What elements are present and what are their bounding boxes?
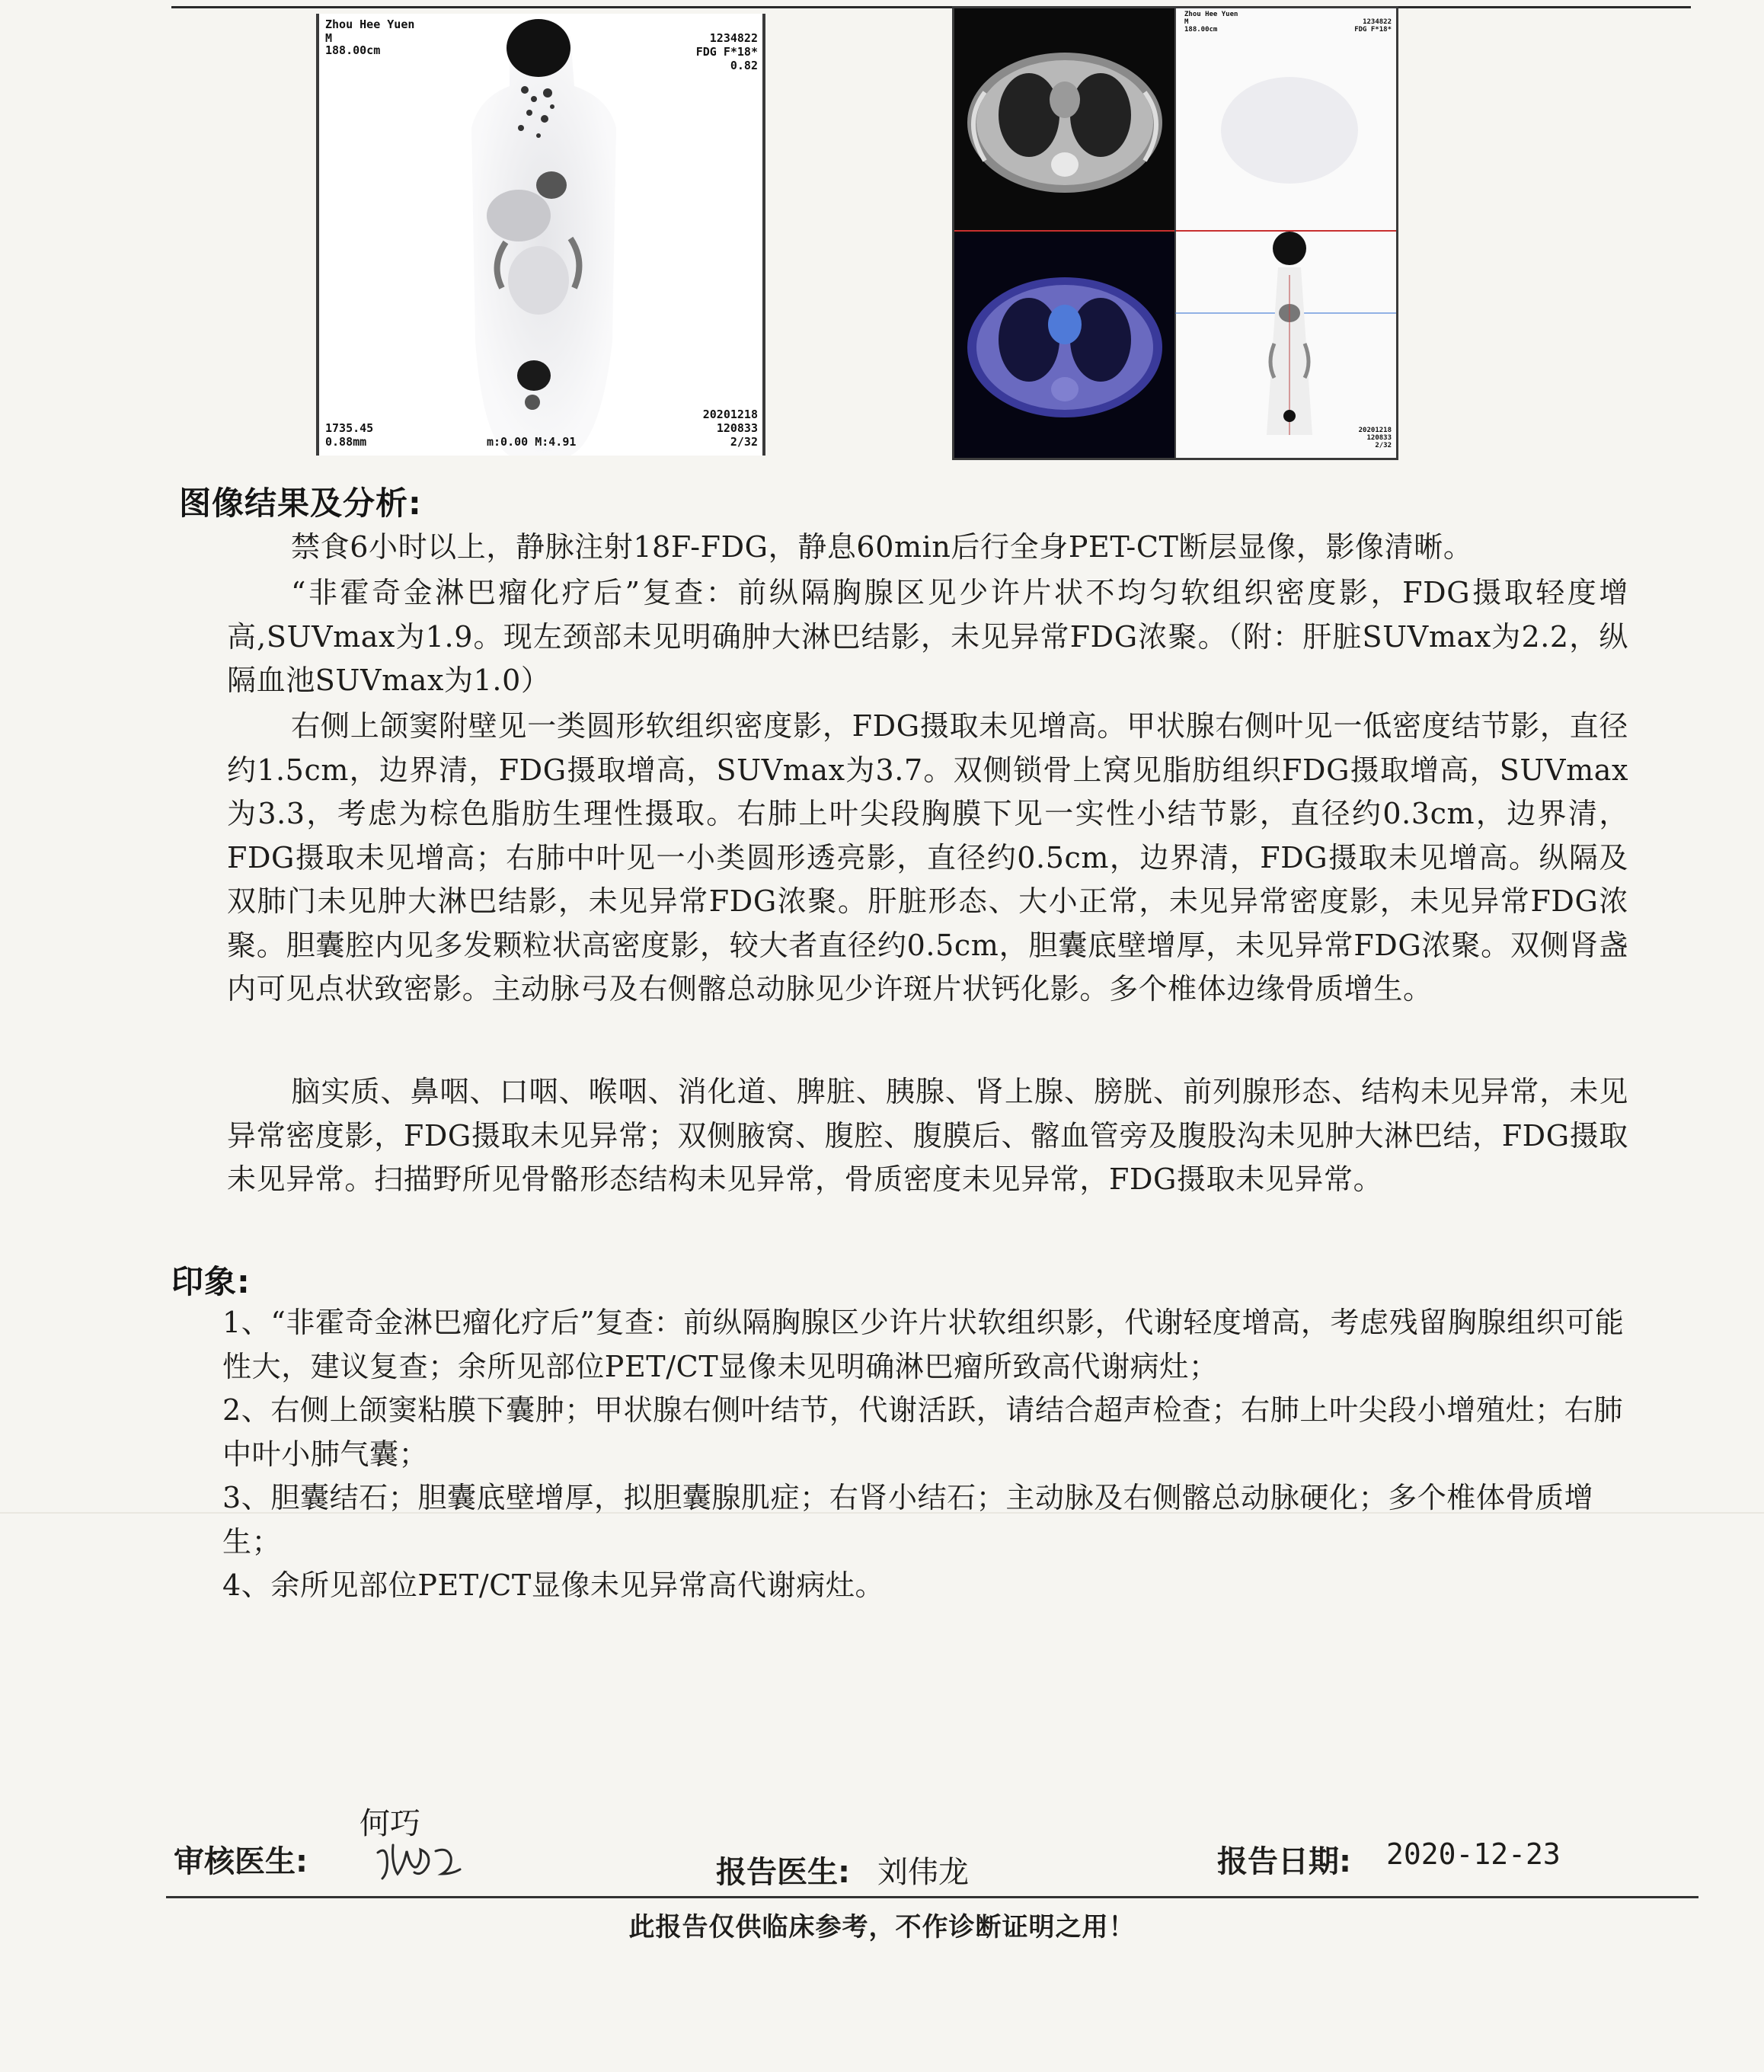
- mip-value-bottom-left-2: 0.88mm: [325, 434, 367, 449]
- results-paragraph-text: 脑实质、鼻咽、口咽、喉咽、消化道、脾脏、胰腺、肾上腺、膀胱、前列腺形态、结构未见异常，未见异常密度影，FDG摄取未见异常；双侧腋窝、腹腔、腹膜后、髂血管旁及腹股沟未见肿大淋巴结，FDG摄取未见异常。扫描野所见骨骼形态结构未见异常，骨质密度未见异常，FDG摄取未见异常。: [227, 1075, 1628, 1196]
- mip-height: 188.00cm: [325, 43, 381, 57]
- mip-sex: M: [325, 31, 333, 45]
- reviewer-label: 审核医生:: [174, 1844, 308, 1879]
- reporter-name: 刘伟龙: [877, 1855, 969, 1890]
- fusion-date: 20201218: [1358, 427, 1392, 435]
- impression-list: [222, 1301, 1628, 1608]
- fusion-time: 120833: [1366, 434, 1392, 443]
- fusion-drawing: [954, 8, 1396, 458]
- mip-window: m:0.00 M:4.91: [487, 434, 577, 449]
- mip-tracer: FDG F*18*: [695, 45, 758, 59]
- impression-item: 2、右侧上颌窦粘膜下囊肿；甲状腺右侧叶结节，代谢活跃，请结合超声检查；右肺上叶尖段小增殖灶；右肺中叶小肺气囊；: [222, 1393, 1623, 1471]
- fusion-sex: M: [1184, 18, 1189, 26]
- impression-heading: 印象:: [171, 1263, 251, 1300]
- results-paragraph: [227, 571, 1628, 703]
- results-paragraph: [227, 1070, 1628, 1202]
- mip-date: 20201218: [702, 407, 758, 421]
- impression-item: 4、余所见部位PET/CT显像未见异常高代谢病灶。: [222, 1568, 885, 1602]
- bottom-divider: [166, 1896, 1698, 1898]
- mip-value-bottom-left-1: 1735.45: [325, 420, 374, 435]
- reporter-label: 报告医生:: [716, 1855, 850, 1890]
- pet-mip-image: [316, 14, 765, 456]
- mip-body-drawing: [319, 14, 762, 456]
- mip-patient-name: Zhou Hee Yuen: [325, 18, 415, 31]
- fusion-height: 188.00cm: [1184, 26, 1218, 34]
- mip-id-number: 1234822: [709, 31, 758, 45]
- fusion-slice: 2/32: [1375, 442, 1392, 450]
- disclaimer: 此报告仅供临床参考，不作诊断证明之用！: [628, 1912, 1136, 1942]
- results-paragraph-text: “非霍奇金淋巴瘤化疗后”复查：前纵隔胸腺区见少许片状不均匀软组织密度影，FDG摄取轻度增高,SUVmax为1.9。现左颈部未见明确肿大淋巴结影，未见异常FDG浓聚。（附：肝脏SUVmax为2.2，纵隔血池SUVmax为1.0）: [227, 576, 1628, 697]
- fusion-patient-name: Zhou Hee Yuen: [1184, 11, 1238, 18]
- results-paragraph: [227, 526, 1628, 570]
- pet-ct-fusion-image: [952, 6, 1398, 460]
- results-paragraph-text: 右侧上颌窦附壁见一类圆形软组织密度影，FDG摄取未见增高。甲状腺右侧叶见一低密度结节影，直径约1.5cm，边界清，FDG摄取增高，SUVmax为3.7。双侧锁骨上窝见脂肪组织FDG摄取增高，SUVmax为3.3，考虑为棕色脂肪生理性摄取。右肺上叶尖段胸膜下见一实性小结节影，直径约0.3cm，边界清，FDG摄取未见增高；右肺中叶见一小类圆形透亮影，直径约0.5cm，边界清，FDG摄取未见增高。纵隔及双肺门未见肿大淋巴结影，未见异常FDG浓聚。肝脏形态、大小正常，未见异常密度影，未见异常FDG浓聚。胆囊腔内见多发颗粒状高密度影，较大者直径约0.5cm，胆囊底壁增厚，未见异常FDG浓聚。双侧肾盏内可见点状致密影。主动脉弓及右侧髂总动脉见少许斑片状钙化影。多个椎体边缘骨质增生。: [227, 709, 1628, 1006]
- mip-value-top: 0.82: [730, 59, 758, 72]
- report-date-value: 2020-12-23: [1386, 1837, 1561, 1871]
- results-paragraph-text: 禁食6小时以上，静脉注射18F-FDG，静息60min后行全身PET-CT断层显像，影像清晰。: [291, 530, 1473, 564]
- fusion-tracer: FDG F*18*: [1354, 26, 1392, 34]
- reviewer-name: 何巧: [360, 1806, 420, 1841]
- results-paragraph: [227, 705, 1628, 1012]
- report-date-label: 报告日期:: [1217, 1844, 1351, 1879]
- impression-item: 3、胆囊结石；胆囊底壁增厚，拟胆囊腺肌症；右肾小结石；主动脉及右侧髂总动脉硬化；多个椎体骨质增生；: [222, 1481, 1594, 1559]
- top-divider: [171, 6, 1691, 8]
- paper-crease: [0, 1512, 1764, 1514]
- reviewer-signature: [373, 1837, 472, 1883]
- results-heading: 图像结果及分析:: [179, 484, 422, 522]
- fusion-id-number: 1234822: [1363, 18, 1392, 26]
- mip-time: 120833: [716, 420, 758, 435]
- impression-item: 1、“非霍奇金淋巴瘤化疗后”复查：前纵隔胸腺区少许片状软组织影，代谢轻度增高，考虑残留胸腺组织可能性大，建议复查；余所见部位PET/CT显像未见明确淋巴瘤所致高代谢病灶；: [222, 1306, 1625, 1383]
- mip-slice: 2/32: [730, 434, 758, 449]
